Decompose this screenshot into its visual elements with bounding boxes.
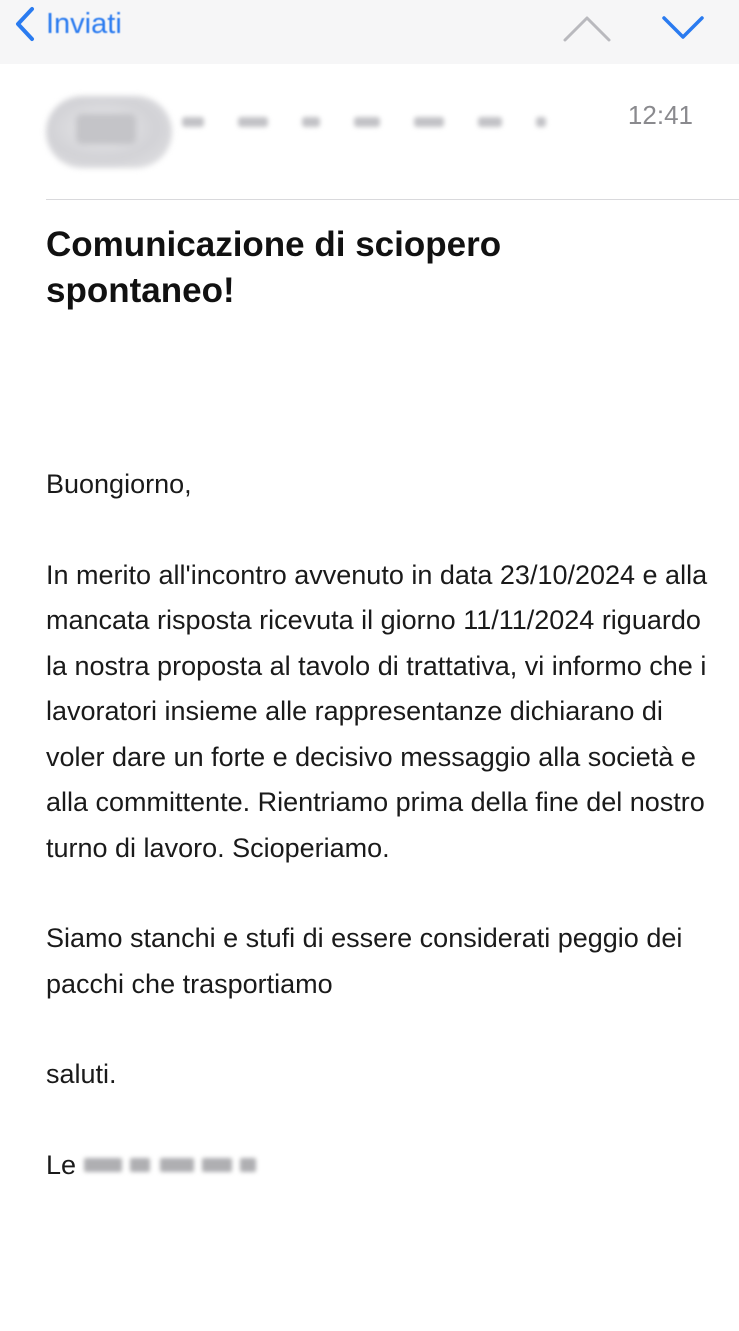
back-button-label: Inviati (46, 7, 122, 40)
back-button[interactable] (14, 2, 122, 46)
message-subject: Comunicazione di sciopero spontaneo! (46, 225, 502, 310)
message-time: 12:41 (627, 100, 693, 130)
previous-message-button[interactable] (562, 6, 612, 46)
signature-redacted (84, 1152, 304, 1178)
body-signature (46, 1143, 716, 1189)
body-closing: saluti. (46, 1059, 117, 1089)
next-message-button[interactable] (658, 6, 708, 46)
header-divider (46, 199, 739, 200)
sender-avatar[interactable] (46, 96, 172, 168)
body-paragraph-complaint: Siamo stanchi e stufi di essere considerati peggio dei pacchi che trasportiamo (46, 923, 683, 999)
sender-name-redacted[interactable] (182, 102, 582, 142)
avatar-redacted-content (76, 114, 136, 144)
signature-prefix: Le (46, 1149, 77, 1180)
navigation-bar (0, 0, 739, 64)
chevron-up-icon (562, 6, 612, 46)
message-body (46, 462, 716, 1188)
chevron-down-icon (658, 6, 708, 46)
body-greeting: Buongiorno, (46, 469, 192, 499)
body-paragraph-main: In merito all'incontro avvenuto in data 23/10/2024 e alla mancata risposta ricevuta il giorno 11/11/2024 riguardo la nostra proposta al tavolo di trattativa, vi informo che i lavoratori insieme alle rappresentanze dichiarano di voler dare un forte e decisivo messaggio alla società e alla committente. Rientriamo prima della fine del nostro turno di lavoro. Scioperiamo. (46, 559, 708, 863)
chevron-left-icon (14, 6, 36, 42)
message-header (0, 64, 739, 200)
redaction-blur (182, 102, 582, 142)
